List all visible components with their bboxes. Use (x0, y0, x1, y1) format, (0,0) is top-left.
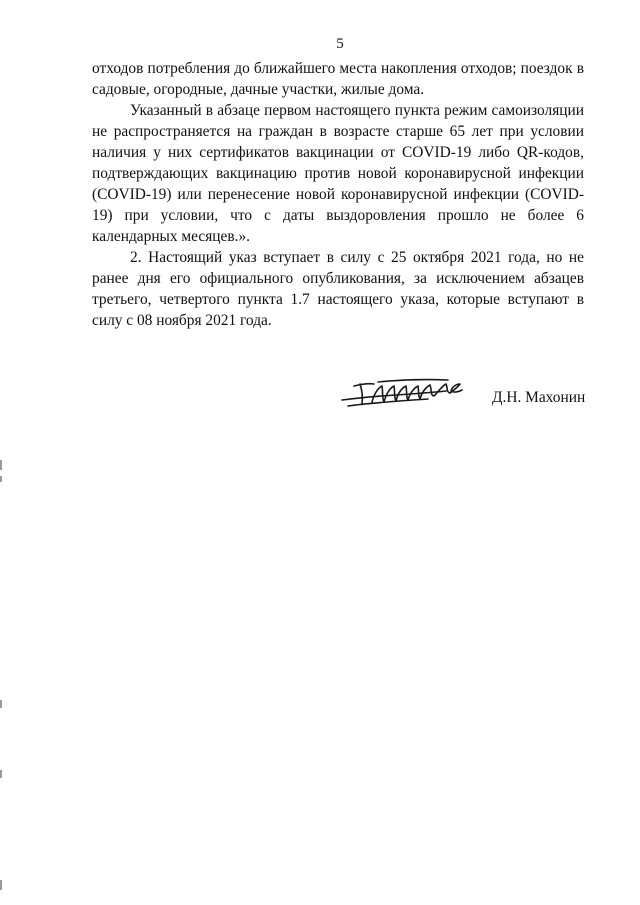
page-number: 5 (336, 36, 344, 52)
paragraph-effective-date: 2. Настоящий указ вступает в силу с 25 октября 2021 года, но не ранее дня его официального опубликования, за исключением абзацев третьего, четвертого пункта 1.7 настоящего указа, которые вступают в силу с 08 ноября 2021 года. (92, 249, 584, 329)
scan-edge-mark (0, 770, 2, 778)
document-body (92, 58, 584, 331)
handwritten-signature (338, 376, 464, 410)
paragraph-continuation: отходов потребления до ближайшего места накопления отходов; поездок в садовые, огородные, дачные участки, жилые дома. (92, 60, 584, 98)
scan-edge-mark (0, 700, 2, 708)
scan-edge-mark (0, 460, 2, 470)
scan-edge-mark (0, 476, 2, 482)
signer-name: Д.Н. Махонин (492, 389, 586, 406)
paragraph-self-isolation-exception: Указанный в абзаце первом настоящего пункта режим самоизоляции не распространяется на граждан в возрасте старше 65 лет при условии наличия у них сертификатов вакцинации от COVID-19 либо QR-кодов, подтверждающих вакцинацию против новой коронавирусной инфекции (COVID-19) или перенесение новой коронавирусной инфекции (COVID-19) при условии, что с даты выздоровления прошло не более 6 календарных месяцев.». (92, 102, 584, 245)
scan-edge-mark (0, 880, 2, 890)
